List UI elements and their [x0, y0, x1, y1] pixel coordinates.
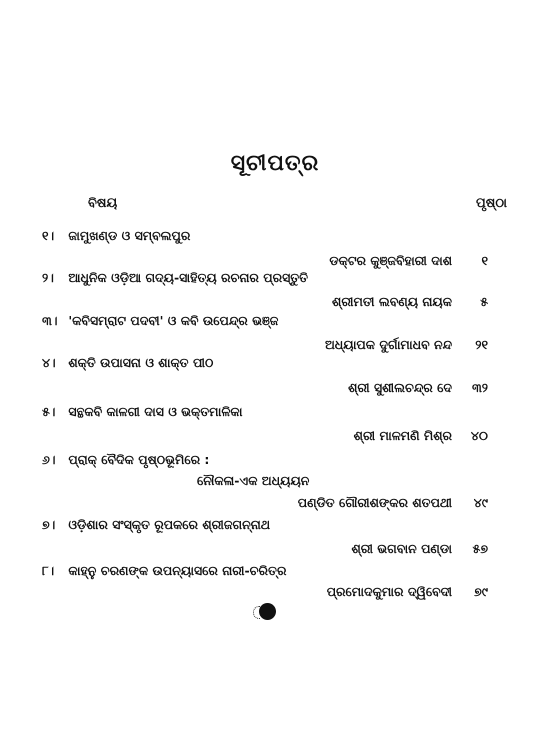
- page-title: ସୂଚୀପତ୍ର: [230, 151, 320, 176]
- entry-page-number: ୪୦: [470, 428, 488, 443]
- entry-title-line: [42, 228, 190, 244]
- entry-page-number: ୫୭: [472, 541, 488, 556]
- entry-author: ପ୍ରମୋଦକୁମାର ଦ୍ୱିବେଦୀ: [326, 584, 452, 599]
- column-header-subject: ବିଷୟ: [88, 196, 118, 211]
- entry-number: ୫।: [42, 404, 56, 419]
- entry-title: 'କବିସମ୍ରାଟ ପଦବୀ' ଓ କବି ଉପେନ୍ଦ୍ର ଭଞ୍ଜ: [68, 313, 279, 328]
- entry-author: ଶ୍ରୀ ସୁଶୀଲଚନ୍ଦ୍ର ଦେ: [348, 380, 452, 395]
- entry-number: ୭।: [42, 517, 56, 532]
- entry-author: ଶ୍ରୀ ମାଳମଣି ମିଶ୍ର: [353, 428, 452, 443]
- entry-page-number: ୩୨: [471, 380, 488, 395]
- entry-title-line: [42, 313, 278, 329]
- entry-title: ଜାମୁଖଣ୍ଡ ଓ ସମ୍ବଲପୁର: [68, 228, 191, 243]
- entry-title-line: [42, 404, 242, 420]
- entry-number: ୩।: [42, 313, 58, 328]
- entry-author: ପଣ୍ଡିତ ଗୌରୀଶଙ୍କର ଶତପଥୀ: [297, 495, 452, 510]
- entry-title: ଆଧୁନିକ ଓଡ଼ିଆ ଗଦ୍ୟ-ସାହିତ୍ୟ ରଚନାର ପ୍ରସ୍ତୁତି: [68, 270, 309, 285]
- column-header-page: ପୃଷ୍ଠା: [476, 196, 507, 211]
- entry-page-number: ୭୯: [474, 584, 488, 599]
- entry-number: ୬।: [42, 452, 56, 467]
- entry-author: ଅଧ୍ୟାପକ ଦୁର୍ଗାମାଧବ ନନ୍ଦ: [324, 337, 452, 352]
- entry-number: ୪।: [42, 355, 56, 370]
- entry-number: ୨।: [42, 270, 54, 285]
- entry-author: ଶ୍ରୀ ଭଗବାନ ପଣ୍ଡା: [351, 541, 452, 556]
- entry-title: ଓଡ଼ିଶାର ସଂସ୍କୃତ ରୂପକରେ ଶ୍ରୀଜଗନ୍ନାଥ: [68, 517, 271, 532]
- entry-title: ସନ୍ଥକବି କାଳଗୀ ଦାସ ଓ ଭକ୍ତମାଳିକା: [68, 404, 243, 419]
- entry-page-number: ୨୧: [475, 337, 488, 352]
- entry-page-number: ୫: [480, 294, 488, 309]
- entry-title: ପ୍ରାକ୍ ବୈଦିକ ପୃଷ୍ଠଭୂମିରେ :: [68, 452, 210, 467]
- entry-title: ଶକ୍ତି ଉପାସନା ଓ ଶାକ୍ତ ପୀଠ: [68, 355, 214, 370]
- entry-author: ଡକ୍ଟର କୁଞ୍ଜବିହାରୀ ଦାଶ: [329, 253, 452, 268]
- entry-title-line: [42, 452, 209, 468]
- entry-title: କାହ୍ନୁ ଚରଣଙ୍କ ଉପନ୍ୟାସରେ ନାରୀ-ଚରିତ୍ର: [68, 563, 287, 578]
- ornament-dot: [259, 603, 276, 620]
- entry-title-line: [42, 563, 286, 579]
- entry-title-line: [42, 355, 213, 371]
- entry-author: ଶ୍ରୀମତୀ ଲବଣ୍ୟ ନାୟକ: [332, 294, 452, 309]
- entry-number: ୮।: [42, 563, 55, 578]
- entry-title-line: [42, 270, 308, 286]
- entry-title-line: [42, 517, 270, 533]
- entry-page-number: ୧: [481, 253, 488, 268]
- entry-subtitle: ନୌକଳା-ଏକ ଅଧ୍ୟୟନ: [197, 473, 310, 488]
- entry-page-number: ୪୯: [473, 495, 488, 510]
- entry-number: ୧।: [42, 228, 55, 243]
